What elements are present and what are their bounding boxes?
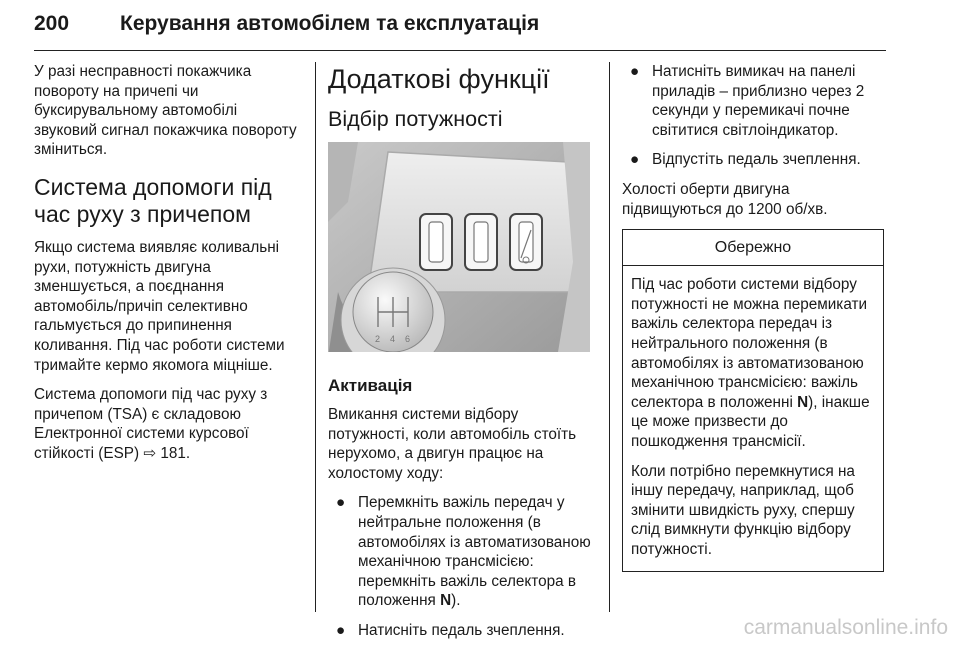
activation-steps-list bbox=[328, 493, 596, 640]
page-number: 200 bbox=[34, 12, 70, 35]
tsa-paragraph-2 bbox=[34, 385, 302, 463]
caution-paragraph-2: Коли потрібно перемкнутися на іншу передачу, наприклад, щоб змінити швидкість руху, спершу слід вимкнути функцію відбору потужності. bbox=[631, 462, 855, 558]
activation-heading: Активація bbox=[328, 376, 413, 395]
bullet-icon: ● bbox=[630, 151, 640, 169]
list-item: ● Натисніть педаль зчеплення. bbox=[336, 621, 565, 639]
list-item: ● Відпустіть педаль зчеплення. bbox=[630, 151, 861, 169]
svg-text:4: 4 bbox=[390, 334, 396, 344]
intro-paragraph: У разі несправності покажчика повороту на причепі чи буксирувальному автомобілі звуковий сигнал покажчика повороту зміниться. bbox=[34, 63, 297, 159]
caution-title: Обережно bbox=[623, 230, 883, 266]
page-header bbox=[34, 6, 886, 51]
arrow-reference-icon: ⇨ bbox=[143, 444, 157, 462]
column-middle bbox=[328, 62, 596, 651]
subheading-pto: Відбір потужності bbox=[328, 107, 503, 131]
caution-paragraph-1: Під час роботи системи відбору потужності не можна перемикати важіль селектора передач із нейтрального положення (в автомобілях із автоматизованою механічною трансмісією: важіль селектора в положенні N), інакше це може призвести до пошкодження трансмісії. bbox=[631, 276, 870, 450]
section-heading-tsa: Система допомоги під час руху з причепом bbox=[34, 173, 272, 227]
tsa-paragraph-2-text: Система допомоги під час руху з причепом (TSA) є складовою Електронної системи курсової стійкості (ESP) bbox=[34, 386, 268, 462]
idle-speed-paragraph: Холості оберти двигуна підвищуються до 1200 об/хв. bbox=[622, 180, 828, 218]
column-divider bbox=[315, 62, 316, 612]
tsa-paragraph-1: Якщо система виявляє коливальні рухи, потужність двигуна зменшується, а поєднання автомобіль/причіп селективно гальмується до припинення коливання. Під час роботи системи тримайте кермо якомога міцніше. bbox=[34, 238, 285, 374]
caution-body bbox=[623, 266, 883, 571]
column-left bbox=[34, 62, 302, 474]
caution-box bbox=[622, 229, 884, 572]
watermark: carmanualsonline.info bbox=[743, 616, 948, 639]
column-right bbox=[622, 62, 884, 572]
pto-switch-illustration bbox=[328, 142, 590, 352]
bullet-icon: ● bbox=[336, 494, 346, 512]
page-reference-link[interactable]: 181. bbox=[160, 444, 191, 462]
activation-steps-list-continued bbox=[622, 62, 884, 170]
bullet-icon: ● bbox=[630, 63, 640, 80]
svg-text:6: 6 bbox=[405, 334, 411, 344]
page-title: Керування автомобілем та експлуатація bbox=[120, 12, 540, 35]
column-divider bbox=[609, 62, 610, 612]
svg-text:2: 2 bbox=[375, 334, 381, 344]
activation-paragraph: Вмикання системи відбору потужності, коли автомобіль стоїть нерухомо, а двигун працює на холостому ходу: bbox=[328, 406, 577, 482]
section-heading-additional: Додаткові функції bbox=[328, 64, 550, 94]
bullet-icon: ● bbox=[336, 621, 346, 639]
list-item: ● Натисніть вимикач на панелі приладів – приблизно через 2 секунди у перемикачі почне світитися світлоіндикатор. bbox=[630, 63, 865, 139]
list-item: ● Перемкніть важіль передач у нейтральне положення (в автомобілях із автоматизованою механічною трансмісією: перемкніть важіль селектора в положення N). bbox=[336, 494, 591, 610]
